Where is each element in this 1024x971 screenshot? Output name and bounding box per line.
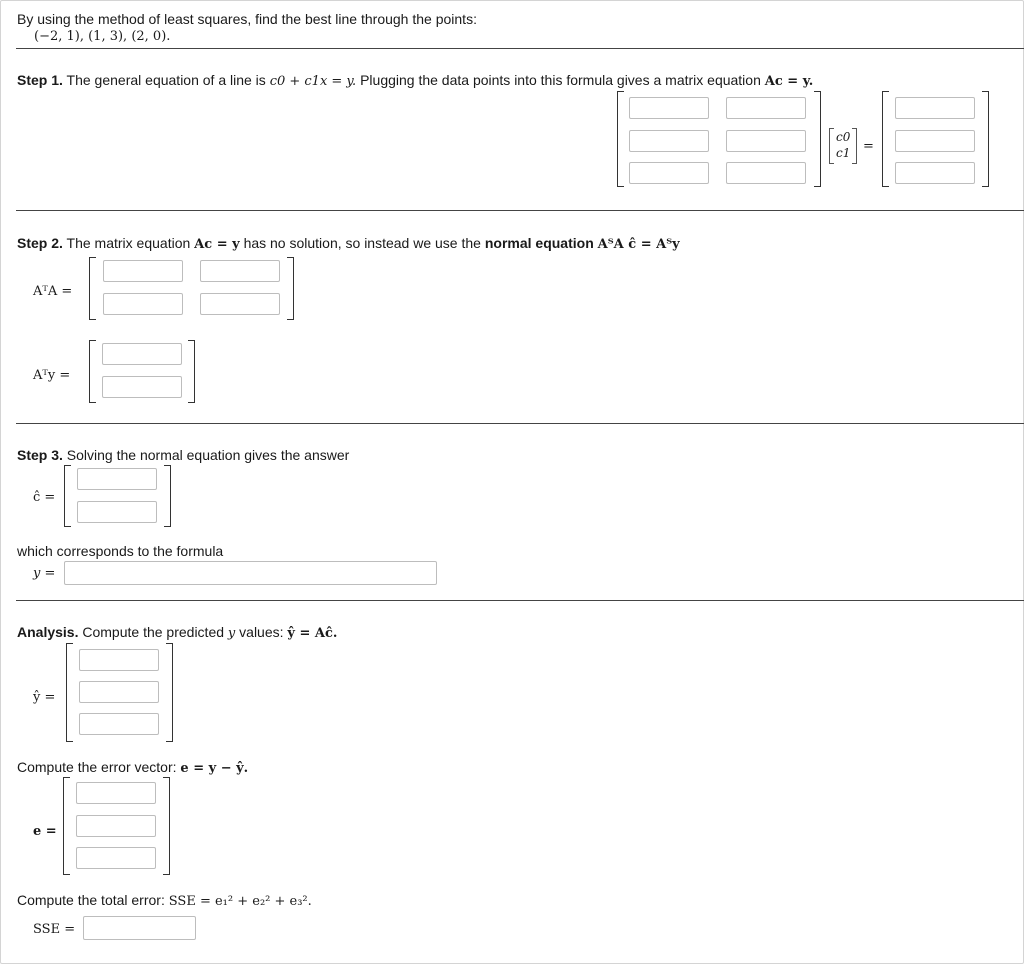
total-text: Compute the total error: — [17, 892, 165, 908]
y-label: y = — [33, 566, 56, 581]
error-equation: e = y − ŷ. — [180, 761, 249, 776]
e-2-input[interactable] — [76, 815, 156, 837]
step1-line — [17, 72, 813, 90]
vector-y-bracket-right — [982, 91, 989, 187]
yhat-label: ŷ = — [33, 690, 56, 705]
normal-equation-label: normal equation — [484, 235, 594, 251]
aty-bracket-left — [89, 340, 96, 403]
error-line — [17, 759, 248, 777]
c-hat-label: ĉ = — [33, 490, 56, 505]
step3-text: Solving the normal equation gives the answer — [66, 447, 350, 463]
vector-y-bracket-left — [882, 91, 889, 187]
ata-bracket-right — [287, 257, 294, 320]
step2-eq: Ac = y — [194, 237, 240, 252]
divider — [16, 600, 1024, 601]
a-11-input[interactable] — [629, 97, 709, 119]
divider — [16, 423, 1024, 424]
y-1-input[interactable] — [895, 97, 975, 119]
a-31-input[interactable] — [629, 162, 709, 184]
ata-12-input[interactable] — [200, 260, 280, 282]
analysis-line — [17, 624, 337, 642]
step3-line — [17, 447, 349, 463]
yhat-2-input[interactable] — [79, 681, 159, 703]
total-error-line — [17, 892, 312, 910]
vector-c — [836, 129, 850, 161]
analysis-label: Analysis. — [17, 624, 79, 640]
matrix-a-bracket-right — [814, 91, 821, 187]
divider — [16, 48, 1024, 49]
points-list: (−2, 1), (1, 3), (2, 0). — [34, 29, 171, 44]
c-hat-1-input[interactable] — [77, 468, 157, 490]
e-label: e = — [33, 824, 57, 839]
aty-bracket-right — [188, 340, 195, 403]
aty-2-input[interactable] — [102, 376, 182, 398]
c-hat-2-input[interactable] — [77, 501, 157, 523]
yhat-bracket-right — [166, 643, 173, 742]
step2-label: Step 2. — [17, 235, 63, 251]
vector-c-bracket-right — [852, 128, 857, 164]
yhat-1-input[interactable] — [79, 649, 159, 671]
y-variable: y — [227, 626, 236, 641]
a-21-input[interactable] — [629, 130, 709, 152]
step3-label: Step 3. — [17, 447, 63, 463]
equals-sign: = — [863, 139, 874, 154]
aty-label: Aᵀy = — [33, 368, 71, 383]
error-text: Compute the error vector: — [17, 759, 177, 775]
ata-bracket-left — [89, 257, 96, 320]
analysis-text-b: values: — [239, 624, 284, 640]
matrix-equation: Ac = y. — [764, 74, 814, 89]
step1-text-b: Plugging the data points into this formula gives a matrix equation — [360, 72, 761, 88]
vector-c-bracket-left — [829, 128, 834, 164]
divider — [16, 210, 1024, 211]
step2-text-b: has no solution, so instead we use the — [243, 235, 481, 251]
step1-label: Step 1. — [17, 72, 63, 88]
c-hat-bracket-right — [164, 465, 171, 527]
c-hat-bracket-left — [64, 465, 71, 527]
matrix-a-bracket-left — [617, 91, 624, 187]
a-32-input[interactable] — [726, 162, 806, 184]
a-22-input[interactable] — [726, 130, 806, 152]
formula-text: which corresponds to the formula — [17, 543, 224, 559]
step2-line — [17, 235, 680, 253]
vector-c1: c1 — [836, 146, 851, 160]
step1-text-a: The general equation of a line is — [66, 72, 266, 88]
yhat-equation: ŷ = Aĉ. — [287, 626, 338, 641]
line-formula-input[interactable] — [64, 561, 437, 585]
aty-1-input[interactable] — [102, 343, 182, 365]
sse-label: SSE = — [33, 922, 76, 937]
e-bracket-right — [163, 777, 170, 875]
ata-21-input[interactable] — [103, 293, 183, 315]
e-1-input[interactable] — [76, 782, 156, 804]
total-equation: SSE = e₁² + e₂² + e₃². — [168, 894, 312, 909]
analysis-text-a: Compute the predicted — [82, 624, 225, 640]
line-formula: c0 + c1x = y. — [269, 74, 357, 89]
yhat-bracket-left — [66, 643, 73, 742]
e-bracket-left — [63, 777, 70, 875]
ata-11-input[interactable] — [103, 260, 183, 282]
y-2-input[interactable] — [895, 130, 975, 152]
e-3-input[interactable] — [76, 847, 156, 869]
normal-equation: AᵀA ĉ = Aᵀy — [597, 237, 680, 252]
ata-label: AᵀA = — [33, 284, 73, 299]
problem-statement: By using the method of least squares, find the best line through the points: — [17, 11, 477, 27]
a-12-input[interactable] — [726, 97, 806, 119]
yhat-3-input[interactable] — [79, 713, 159, 735]
y-3-input[interactable] — [895, 162, 975, 184]
step2-text-a: The matrix equation — [66, 235, 191, 251]
vector-c0: c0 — [836, 130, 851, 144]
sse-input[interactable] — [83, 916, 196, 940]
ata-22-input[interactable] — [200, 293, 280, 315]
